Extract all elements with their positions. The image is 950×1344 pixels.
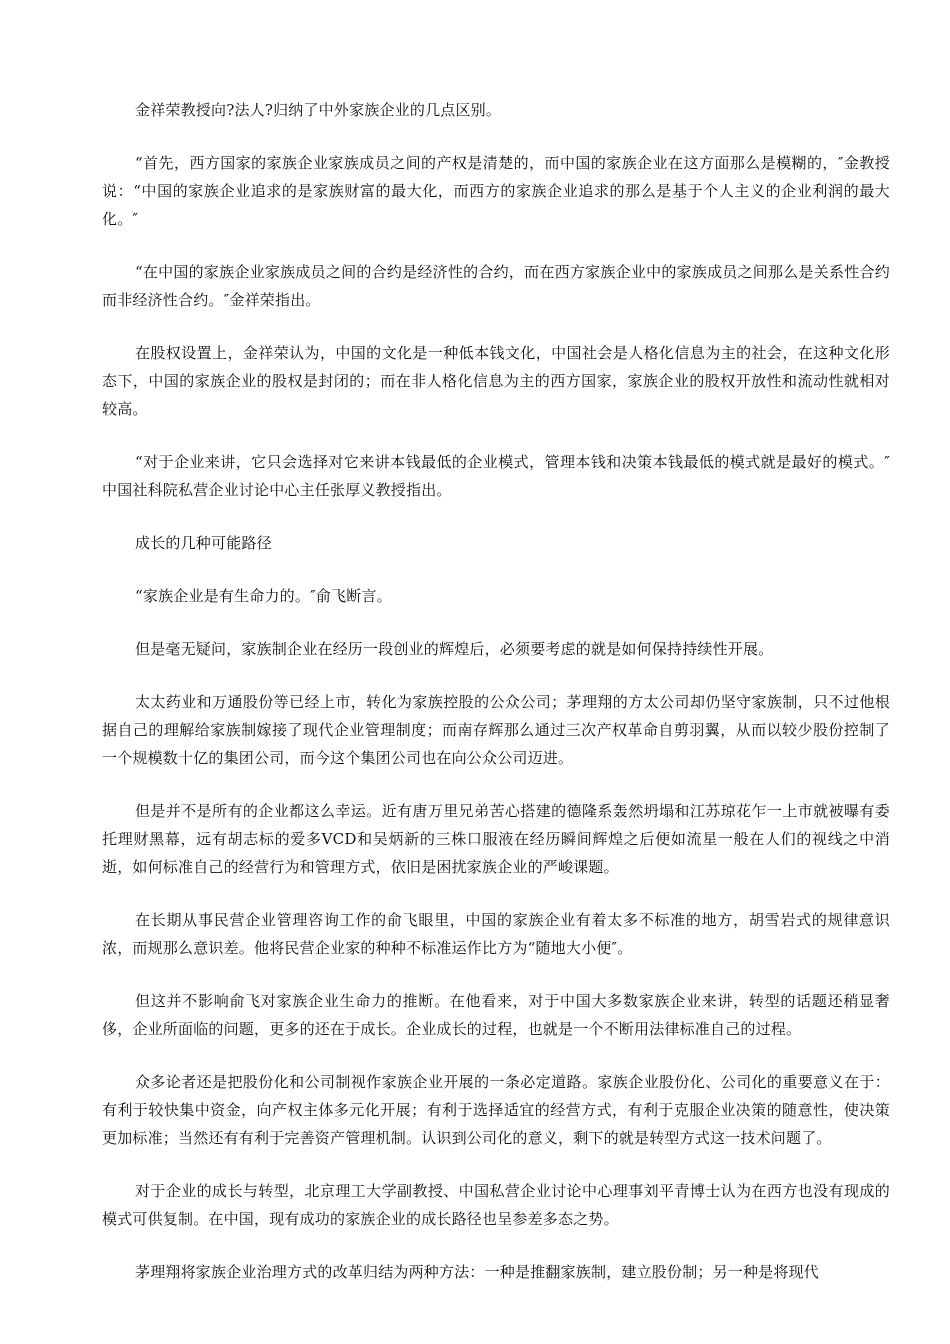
paragraph: 太太药业和万通股份等已经上市，转化为家族控股的公众公司；茅理翔的方太公司却仍坚守家族制，只不过他根据自己的理解给家族制嫁接了现代企业管理制度；而南存辉那么通过三次产权革命自剪羽翼，从而以较少股份控制了一个规模数十亿的集团公司，而今这个集团公司也在向公众公司迈进。: [102, 693, 890, 767]
document-page: [102, 96, 890, 1311]
paragraph: 但是毫无疑问，家族制企业在经历一段创业的辉煌后，必须要考虑的就是如何保持持续性开展。: [135, 640, 774, 658]
paragraph: “在中国的家族企业家族成员之间的合约是经济性的合约，而在西方家族企业中的家族成员之间那么是关系性合约而非经济性合约。″金祥荣指出。: [102, 263, 890, 309]
paragraph: “家族企业是有生命力的。″俞飞断言。: [135, 587, 392, 605]
paragraph: “首先，西方国家的家族企业家族成员之间的产权是清楚的，而中国的家族企业在这方面那么是模糊的，″金教授说：“中国的家族企业追求的是家族财富的最大化，而西方的家族企业追求的那么是基于个人主义的企业利润的最大化。″: [102, 154, 890, 228]
paragraph: 在长期从事民营企业管理咨询工作的俞飞眼里，中国的家族企业有着太多不标准的地方，胡雪岩式的规律意识浓，而规那么意识差。他将民营企业家的种种不标准运作比方为“随地大小便″。: [102, 911, 890, 957]
paragraph: 但是并不是所有的企业都这么幸运。近有唐万里兄弟苦心搭建的德隆系轰然坍塌和江苏琼花乍一上市就被曝有委托理财黑幕，远有胡志标的爱多VCD和吴炳新的三株口服液在经历瞬间辉煌之后便如流星一般在人们的视线之中消逝，如何标准自己的经营行为和管理方式，依旧是困扰家族企业的严峻课题。: [102, 802, 890, 876]
paragraph: 众多论者还是把股份化和公司制视作家族企业开展的一条必定道路。家族企业股份化、公司化的重要意义在于：有利于较快集中资金，向产权主体多元化开展；有利于选择适宜的经营方式，有利于克服企业决策的随意性，使决策更加标准；当然还有有利于完善资产管理机制。认识到公司化的意义，剩下的就是转型方式这一技术问题了。: [102, 1073, 890, 1147]
paragraph: 茅理翔将家族企业治理方式的改革归结为两种方法：一种是推翻家族制，建立股份制；另一种是将现代: [135, 1263, 820, 1281]
paragraph: “对于企业来讲，它只会选择对它来讲本钱最低的企业模式，管理本钱和决策本钱最低的模式就是最好的模式。″中国社科院私营企业讨论中心主任张厚义教授指出。: [102, 453, 890, 499]
paragraph: 在股权设置上，金祥荣认为，中国的文化是一种低本钱文化，中国社会是人格化信息为主的社会，在这种文化形态下，中国的家族企业的股权是封闭的；而在非人格化信息为主的西方国家，家族企业的股权开放性和流动性就相对较高。: [102, 344, 890, 418]
paragraph: 金祥荣教授向?法人?归纳了中外家族企业的几点区别。: [135, 101, 502, 119]
paragraph: 但这并不影响俞飞对家族企业生命力的推断。在他看来，对于中国大多数家族企业来讲，转型的话题还稍显奢侈，企业所面临的问题，更多的还在于成长。企业成长的过程，也就是一个不断用法律标准自己的过程。: [102, 992, 890, 1038]
paragraph: 对于企业的成长与转型，北京理工大学副教授、中国私营企业讨论中心理事刘平青博士认为在西方也没有现成的模式可供复制。在中国，现有成功的家族企业的成长路径也呈参差多态之势。: [102, 1182, 890, 1228]
section-heading: 成长的几种可能路径: [135, 534, 272, 552]
